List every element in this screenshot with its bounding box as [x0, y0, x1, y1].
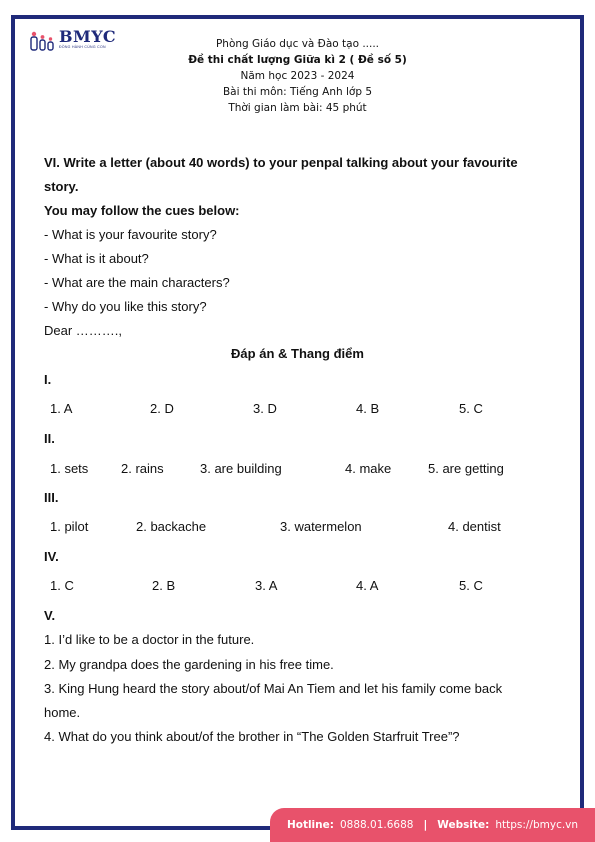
exam-header — [0, 36, 595, 116]
page-frame — [11, 15, 584, 830]
section-label: III. — [44, 490, 59, 505]
header-school-year: Năm học 2023 - 2024 — [240, 70, 355, 82]
cue-item: - What is it about? — [44, 251, 149, 266]
answer-item: 4. dentist — [448, 519, 501, 534]
answer-item: 5. C — [459, 578, 483, 593]
letter-greeting: Dear ………., — [44, 323, 123, 338]
answer-sentence: 3. King Hung heard the story about/of Mai An Tiem and let his family come back — [44, 681, 503, 696]
answer-sentence: home. — [44, 705, 81, 720]
answer-item: 1. C — [50, 578, 74, 593]
website-label: Website: — [437, 819, 490, 831]
answer-item: 1. pilot — [50, 519, 89, 534]
cue-item: - What is your favourite story? — [44, 227, 217, 242]
cue-item: - Why do you like this story? — [44, 299, 207, 314]
brand-name: BMYC — [59, 27, 117, 46]
brand-tagline: ĐỒNG HÀNH CÙNG CON — [59, 45, 106, 49]
answer-item: 4. make — [345, 461, 392, 476]
answer-item: 2. B — [152, 578, 176, 593]
answer-item: 1. A — [50, 401, 73, 416]
answer-sentence: 2. My grandpa does the gardening in his free time. — [44, 657, 334, 672]
answer-item: 3. D — [253, 401, 277, 416]
answer-item: 4. A — [356, 578, 379, 593]
header-subject: Bài thi môn: Tiếng Anh lớp 5 — [222, 86, 373, 98]
answer-sentence: 4. What do you think about/of the brother in “The Golden Starfruit Tree”? — [44, 729, 460, 744]
footer-contact-bar — [270, 808, 595, 842]
hotline-label: Hotline: — [286, 819, 334, 831]
header-duration: Thời gian làm bài: 45 phút — [228, 102, 367, 114]
answer-item: 2. rains — [121, 461, 164, 476]
hotline-number[interactable]: 0888.01.6688 — [339, 819, 414, 831]
header-department: Phòng Giáo dục và Đào tạo ..... — [215, 38, 380, 50]
answer-item: 2. D — [150, 401, 174, 416]
answer-item: 2. backache — [136, 519, 207, 534]
header-exam-title: Đề thi chất lượng Giữa kì 2 ( Đề số 5) — [188, 54, 407, 66]
cue-item: - What are the main characters? — [44, 275, 230, 290]
section-label: I. — [44, 372, 52, 387]
answer-item: 4. B — [356, 401, 380, 416]
footer-separator: | — [423, 819, 428, 831]
cue-intro: You may follow the cues below: — [44, 203, 240, 218]
answer-item: 5. C — [459, 401, 483, 416]
answer-item: 1. sets — [50, 461, 89, 476]
answer-item: 5. are getting — [428, 461, 504, 476]
answer-item: 3. watermelon — [280, 519, 362, 534]
writing-task-line2: story. — [44, 179, 79, 194]
answer-key-title: Đáp án & Thang điểm — [231, 346, 364, 361]
answer-item: 3. are building — [200, 461, 282, 476]
answer-item: 3. A — [255, 578, 278, 593]
section-label: V. — [44, 608, 56, 623]
writing-task-line1: VI. Write a letter (about 40 words) to your penpal talking about your favourite — [44, 155, 518, 170]
section-label: II. — [44, 431, 55, 446]
answer-sentence: 1. I’d like to be a doctor in the future. — [44, 632, 255, 647]
section-label: IV. — [44, 549, 59, 564]
website-link[interactable]: https://bmyc.vn — [495, 819, 579, 831]
